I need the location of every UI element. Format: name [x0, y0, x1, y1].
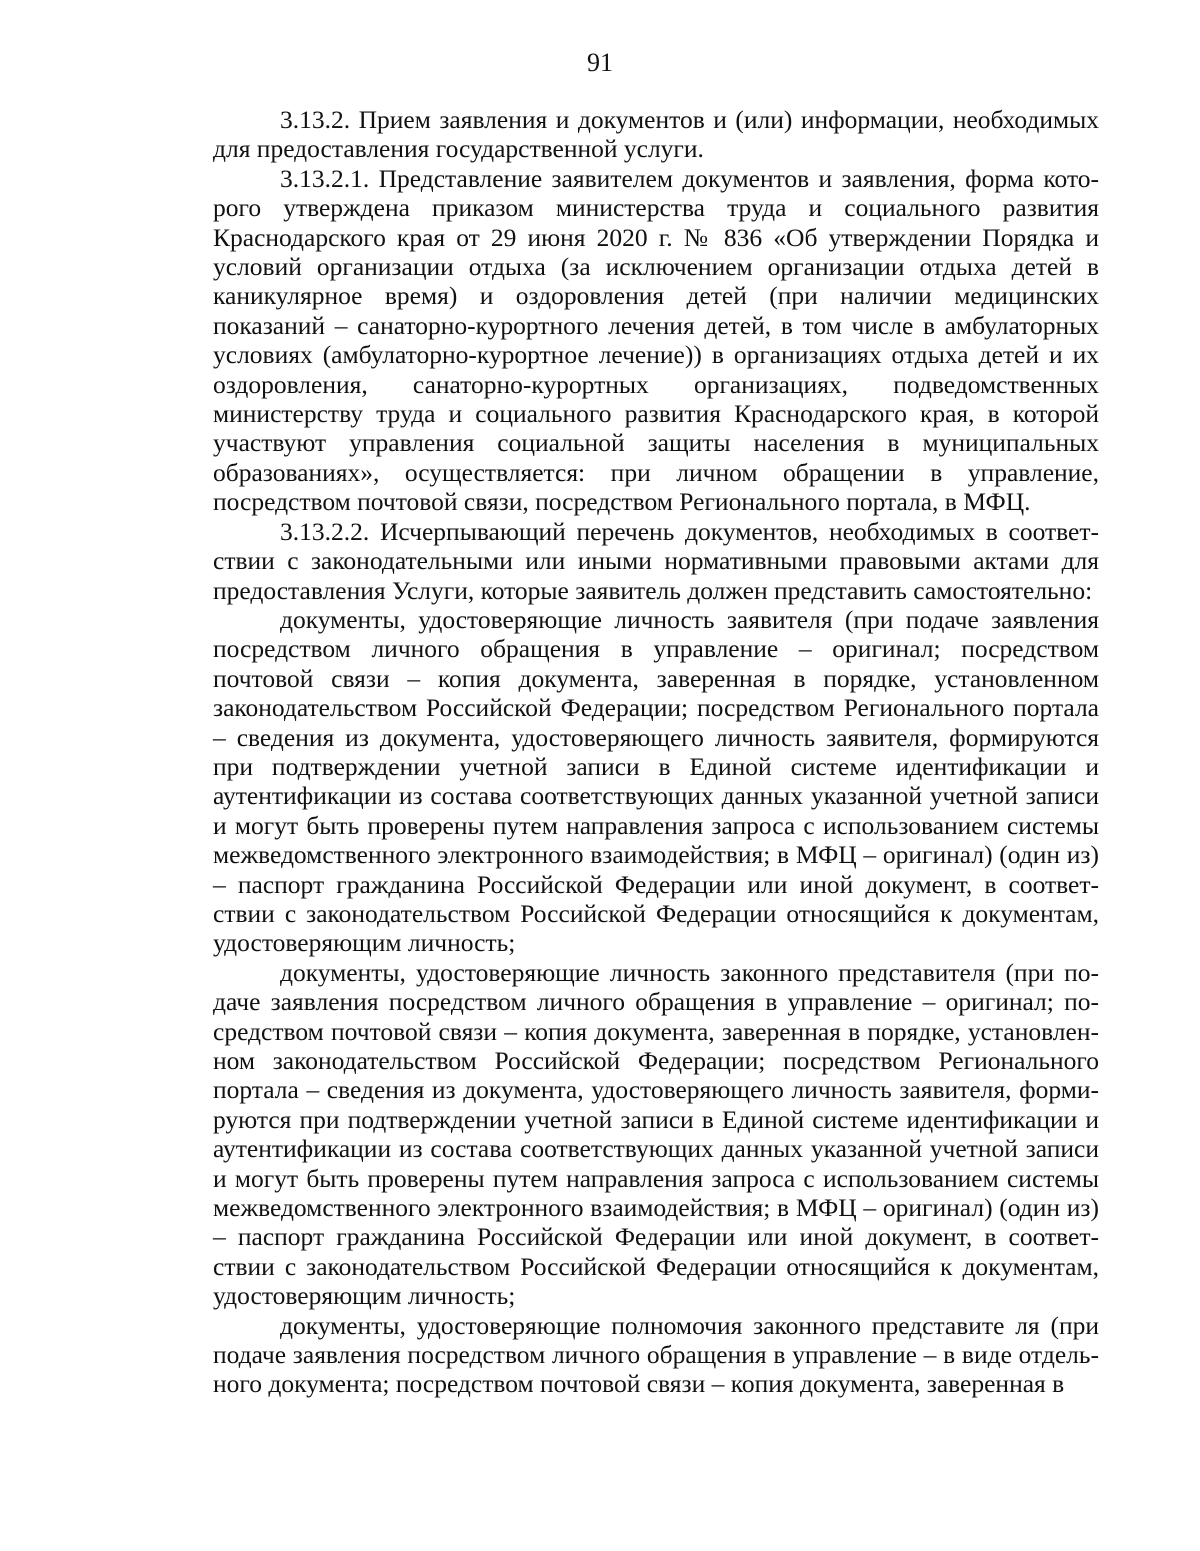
page-number: 91	[587, 48, 613, 77]
paragraph-3-13-2: 3.13.2. Прием заявления и документов и (или) информации, необходимых для предоставления государственной услуги.	[213, 105, 1099, 164]
paragraph-representative-id-documents: документы, удостоверяющие личность законного представителя (при подаче заявления посредством личного обращения в управление – оригинал; посредством почтовой связи – копия документа, заверенная в порядке, установленном законодательством Российской Федерации; посредством Регионального портала – сведения из документа, удостоверяющего личность заявителя, формируются при подтверждении учетной записи в Единой системе идентификации и аутентификации из состава соответствующих данных указанной учетной записи и могут быть проверены путем направления запроса с использованием системы межведомственного электронного взаимодействия; в МФЦ – оригинал) (один из) – паспорт гражданина Российской Федерации или иной документ, в соответствии с законодательством Российской Федерации относящийся к документам, удостоверяющим личность;	[213, 957, 1099, 1311]
paragraph-3-13-2-1: 3.13.2.1. Представление заявителем документов и заявления, форма которого утверждена приказом министерства труда и социального развития Краснодарского края от 29 июня 2020 г. № 836 «Об утверждении Порядка и условий организации отдыха (за исключением организации отдыха детей в каникулярное время) и оздоровления детей (при наличии медицинских показаний – санаторно-курортного лечения детей, в том числе в амбулаторных условиях (амбулаторно-курортное лечение)) в организациях отдыха детей и их оздоровления, санаторно-курортных организациях, подведомственных министерству труда и социального развития Краснодарского края, в которой участвуют управления социальной защиты населения в муниципальных образованиях», осуществляется: при личном обращении в управление, посредством почтовой связи, посредством Регионального портала, в МФЦ.	[213, 163, 1099, 517]
paragraph-representative-authority-documents: документы, удостоверяющие полномочия законного представите ля (при подаче заявления посредством личного обращения в управление – в виде отдельного документа; посредством почтовой связи – копия документа, заверенная в	[213, 1310, 1099, 1399]
paragraph-applicant-id-documents: документы, удостоверяющие личность заявителя (при подаче заявления посредством личного обращения в управление – оригинал; посредством почтовой связи – копия документа, заверенная в порядке, установленном законодательством Российской Федерации; посредством Регионального портала – сведения из документа, удостоверяющего личность заявителя, формируются при подтверждении учетной записи в Единой системе идентификации и аутентификации из состава соответствующих данных указанной учетной записи и могут быть проверены путем направления запроса с использованием системы межведомственного электронного взаимодействия; в МФЦ – оригинал) (один из) – паспорт гражданина Российской Федерации или иной документ, в соответствии с законодательством Российской Федерации относящийся к документам, удостоверяющим личность;	[213, 604, 1099, 958]
document-body	[213, 105, 1099, 1399]
paragraph-3-13-2-2: 3.13.2.2. Исчерпывающий перечень документов, необходимых в соответствии с законодательными или иными нормативными правовыми актами для предоставления Услуги, которые заявитель должен представить самостоятельно:	[213, 516, 1099, 605]
